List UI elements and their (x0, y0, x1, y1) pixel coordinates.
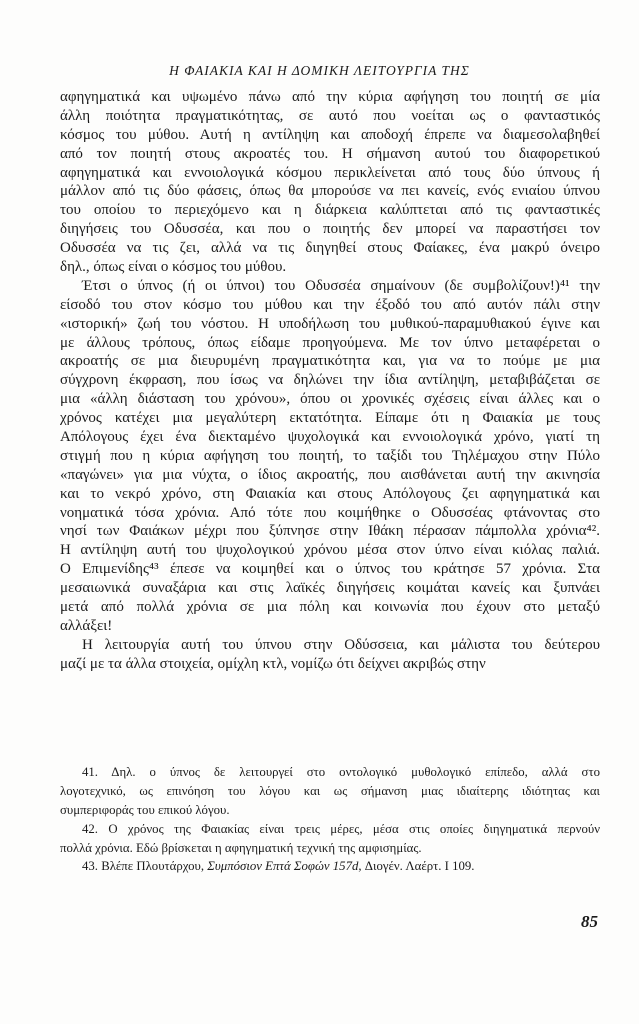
text-line: κόσμος του μύθου. Αυτή η αντίληψη και αποδοχή έπρεπε να διαμεσολαβηθεί (60, 126, 600, 143)
paragraph (60, 88, 600, 277)
text-line: Έτσι ο ύπνος (ή οι ύπνοι) του Οδυσσέα σημαίνουν (δε συμβολίζουν!)⁴¹ την (82, 277, 600, 294)
text-line: αφηγηματικά και εννοιολογικά κόσμου περικλείνεται από τους δύο ύπνους ή (60, 164, 600, 181)
text-line: και το νεκρό χρόνο, στη Φαιακία και στους Απόλογους ζει αφηγηματικά και (60, 485, 600, 502)
text-line: διηγήσεις του Οδυσσέα, και που ο ποιητής δεν μπορεί να παραστήσει τον (60, 221, 600, 238)
footnote-line: 42. Ο χρόνος της Φαιακίας είναι τρεις μέρες, μέσα στις οποίες διηγηματικά περνούν (82, 821, 600, 836)
text-line: Απόλογους έχει ένα διεκταμένο ψυχολογικά και εννοιολογικά χρόνο, γιατί τη (60, 429, 600, 446)
running-header: Η ΦΑΙΑΚΙΑ ΚΑΙ Η ΔΟΜΙΚΗ ΛΕΙΤΟΥΡΓΙΑ ΤΗΣ (169, 63, 470, 78)
text-line: είσοδό του στον κόσμο του μύθου και την έξοδό του από αυτόν πάλι στην (60, 296, 600, 313)
text-line: Η λειτουργία αυτή του ύπνου στην Οδύσσεια, και μάλιστα του δεύτερου (82, 636, 600, 653)
text-line: μάλλον από τις δύο φάσεις, όπως θα μπορούσε να πει κανείς, ενός ενιαίου ύπνου (60, 183, 600, 200)
footnote-line: συμπεριφοράς του επικού λόγου. (60, 802, 230, 817)
text-line: ακροατής σε μια διευρυμένη πραγματικότητα και, για να το πούμε με μια (60, 353, 600, 370)
text-line: αφηγηματικά και υψωμένο πάνω από την κύρια αφήγηση του ποιητή σε μία (60, 89, 600, 105)
text-line: του οποίου το περιεχόμενο και η διάρκεια καλύπτεται από τις φανταστικές (60, 202, 600, 219)
paragraph (60, 277, 600, 636)
text-line: δηλ., όπως είναι ο κόσμος του μύθου. (60, 259, 287, 276)
page-number: 85 (581, 912, 598, 931)
text-line: μαζί με τα άλλα στοιχεία, ομίχλη κτλ, νομίζω ότι δείχνει ακριβώς στην (60, 655, 486, 672)
text-line: «παγώνει» για μια νύχτα, ο ίδιος ακροατής, που αισθάνεται αυτή την ακινησία (60, 466, 600, 483)
text-line: Ο Επιμενίδης⁴³ έπεσε να κοιμηθεί και ο ύπνος του κράτησε 57 χρόνια. Στα (60, 561, 600, 578)
footnote-43-suffix: , Διογέν. Λαέρτ. Ι 109. (358, 859, 475, 874)
footnote-43-prefix: 43. Βλέπε Πλουτάρχου, (82, 859, 208, 874)
text-line: στιγμή που η κύρια αφήγηση του ποιητή, το ταξίδι του Τηλέμαχου στην Πύλο (60, 447, 600, 464)
body-text (60, 88, 600, 674)
text-line: Οδυσσέα να τις ζει, αλλά να τις διηγηθεί στους Φαίακες, ένα μακρύ όνειρο (60, 240, 600, 257)
text-line: μετά από πολλά χρόνια σε μια πόλη και κοινωνία που έχουν στο μεταξύ (60, 599, 600, 616)
text-line: νοηματικά τόσα χρόνια. Από τότε που κοιμήθηκε ο Οδυσσέας φτάνοντας στο (60, 504, 600, 521)
text-line: «ιστορική» ζωή του νόστου. Η υποδήλωση του μυθικού-παραμυθιακού έγινε και (60, 315, 600, 332)
text-line: μεσαιωνικά συναξάρια και στις λαϊκές διηγήσεις κοιμάται κανείς και ξυπνάει (60, 580, 600, 597)
text-line: αλλάξει! (60, 617, 113, 634)
paragraph (60, 636, 600, 674)
text-line: από τον ποιητή στους ακροατές του. Η σήμανση αυτού του διαφορετικού (60, 145, 600, 162)
footnote-line: πολλά χρόνια. Εδώ βρίσκεται η αφηγηματική τεχνική της αμφισημίας. (60, 840, 422, 855)
text-line: σύγχρονη έκφραση, που ίσως να δηλώνει την ίδια αντίληψη, μεταβιβάζεται σε (60, 372, 600, 389)
text-line: νησί των Φαιάκων μέχρι που ξύπνησε στην Ιθάκη πέρασαν πάμπολλα χρόνια⁴². (60, 523, 600, 540)
footnote-line: λογοτεχνικό, ως επινόηση του λόγου και ως σήμανση μιας ιδιαίτερης ιδιότητας και (60, 783, 600, 798)
text-line: μια «άλλη διάσταση του χρόνου», όπου οι χρονικές σχέσεις είναι άλλες και ο (60, 391, 600, 408)
text-line: χρόνος κατέχει μια μεγαλύτερη εκτατότητα. Είπαμε ότι η Φαιακία με τους (60, 410, 600, 427)
text-line: Η αντίληψη αυτή του ψυχολογικού χρόνου μέσα στον ύπνο είναι κιόλας παλιά. (60, 542, 600, 559)
footnote-43 (60, 858, 600, 877)
footnote-43-title: Συμπόσιον Επτά Σοφών 157d (207, 859, 359, 874)
text-line: άλλη ποιότητα πραγματικότητας, σε αυτό που νοείται ως ο φανταστικός (60, 107, 600, 124)
footnote-line: 41. Δηλ. ο ύπνος δε λειτουργεί στο οντολογικό μυθολογικό επίπεδο, αλλά στο (82, 765, 600, 779)
text-line: με άλλους τρόπους, όπως είδαμε προηγούμενα. Με τον ύπνο μεταφέρεται ο (60, 334, 600, 351)
footnotes (60, 764, 600, 877)
